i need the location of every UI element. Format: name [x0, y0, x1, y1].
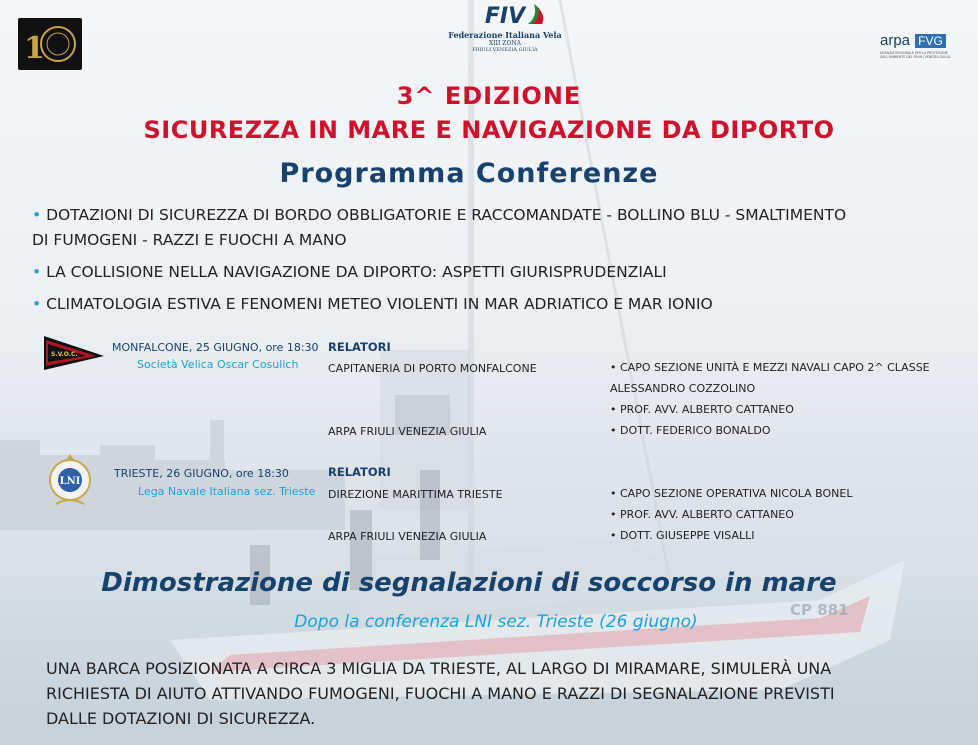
demo-subtitle: Dopo la conferenza LNI sez. Trieste (26 giugno) [294, 612, 698, 632]
event-2-speaker-1-text: CAPO SEZIONE OPERATIVA NICOLA BONEL [620, 487, 853, 500]
fiv-logo [440, 4, 570, 68]
event-2-relatori-label: RELATORI [328, 465, 391, 479]
event-2-speaker-2 [610, 508, 794, 521]
svoc-pennant-icon [42, 334, 106, 372]
arpa-badge: FVG [915, 34, 946, 48]
arpa-caption: AGENZIA REGIONALE PER LA PROTEZIONE DELL'AMBIENTE DEL FRIULI VENEZIA GIULIA [880, 51, 951, 59]
event-1-speaker-1-name: ALESSANDRO COZZOLINO [610, 382, 756, 395]
event-1-relatori-label: RELATORI [328, 340, 391, 354]
topic-item [32, 203, 952, 253]
event-2-org1: DIREZIONE MARITTIMA TRIESTE [328, 488, 503, 501]
event-1-speaker-2-text: PROF. AVV. ALBERTO CATTANEO [620, 403, 794, 416]
topic-1-line1: DOTAZIONI DI SICUREZZA DI BORDO OBBLIGATORIE E RACCOMANDATE - BOLLINO BLU - SMALTIMENTO [46, 206, 847, 224]
event-1-speaker-1-text: CAPO SEZIONE UNITÀ E MEZZI NAVALI CAPO 2^ CLASSE [620, 361, 930, 374]
topic-2-line1: LA COLLISIONE NELLA NAVIGAZIONE DA DIPORTO: ASPETTI GIURISPRUDENZIALI [46, 263, 667, 281]
topic-item [32, 292, 952, 317]
svg-text:S.V.O.C.: S.V.O.C. [51, 351, 78, 358]
bullet-dot: • [610, 529, 617, 542]
arpa-logo [880, 30, 960, 66]
event-2-speaker-3 [610, 529, 755, 542]
sail-swoosh-icon [526, 4, 546, 26]
event-1-venue: Società Velica Oscar Cosulich [137, 358, 299, 371]
topic-item [32, 260, 952, 285]
svg-text:LNI: LNI [59, 476, 81, 487]
event-2-org2: ARPA FRIULI VENEZIA GIULIA [328, 530, 487, 543]
bullet-dot: • [610, 361, 617, 374]
program-title: Programma Conferenze [279, 158, 659, 189]
demo-line-2: RICHIESTA DI AIUTO ATTIVANDO FUMOGENI, FUOCHI A MANO E RAZZI DI SEGNALAZIONE PREVISTI [46, 684, 835, 703]
event-2-speaker-2-text: PROF. AVV. ALBERTO CATTANEO [620, 508, 794, 521]
bullet-dot: • [32, 295, 42, 313]
demo-description [46, 656, 946, 731]
bullet-dot: • [610, 403, 617, 416]
event-2-speaker-3-text: DOTT. GIUSEPPE VISALLI [620, 529, 755, 542]
event-1-speaker-2 [610, 403, 794, 416]
topic-1-line2: DI FUMOGENI - RAZZI E FUOCHI A MANO [32, 231, 347, 249]
event-title: SICUREZZA IN MARE E NAVIGAZIONE DA DIPORTO [143, 116, 835, 144]
demo-title: Dimostrazione di segnalazioni di soccorso in mare [101, 568, 837, 598]
anniversary-logo [18, 18, 82, 70]
bullet-dot: • [610, 508, 617, 521]
event-2-speaker-1 [610, 487, 853, 500]
demo-line-3: DALLE DOTAZIONI DI SICUREZZA. [46, 709, 316, 728]
svg-text:1: 1 [24, 31, 45, 66]
event-2-when: TRIESTE, 26 GIUGNO, ore 18:30 [114, 467, 289, 480]
fiv-mark: FIV [484, 4, 526, 29]
boat-hull-text: CP 881 [790, 601, 849, 619]
fiv-line1: Federazione Italiana Vela [448, 30, 562, 40]
demo-line-1: UNA BARCA POSIZIONATA A CIRCA 3 MIGLIA DA TRIESTE, AL LARGO DI MIRAMARE, SIMULERÀ UNA [46, 659, 832, 678]
bullet-dot: • [32, 263, 42, 281]
lni-emblem-icon [46, 452, 94, 510]
anniversary-emblem-icon [18, 18, 82, 70]
arpa-word: arpa [880, 32, 911, 49]
fiv-line2: XIII ZONA [489, 40, 521, 47]
event-1-when: MONFALCONE, 25 GIUGNO, ore 18:30 [112, 341, 319, 354]
topic-3-line1: CLIMATOLOGIA ESTIVA E FENOMENI METEO VIOLENTI IN MAR ADRIATICO E MAR IONIO [46, 295, 713, 313]
event-1-speaker-1 [610, 361, 930, 374]
bullet-dot: • [32, 206, 42, 224]
event-1-speaker-3 [610, 424, 771, 437]
event-1-org2: ARPA FRIULI VENEZIA GIULIA [328, 425, 487, 438]
event-1-speaker-3-text: DOTT. FEDERICO BONALDO [620, 424, 771, 437]
event-2-venue: Lega Navale Italiana sez. Trieste [138, 485, 316, 498]
bullet-dot: • [610, 424, 617, 437]
bullet-dot: • [610, 487, 617, 500]
edition-title: 3^ EDIZIONE [396, 82, 582, 110]
fiv-line3: FRIULI VENEZIA GIULIA [472, 47, 538, 53]
event-1-org1: CAPITANERIA DI PORTO MONFALCONE [328, 362, 537, 375]
